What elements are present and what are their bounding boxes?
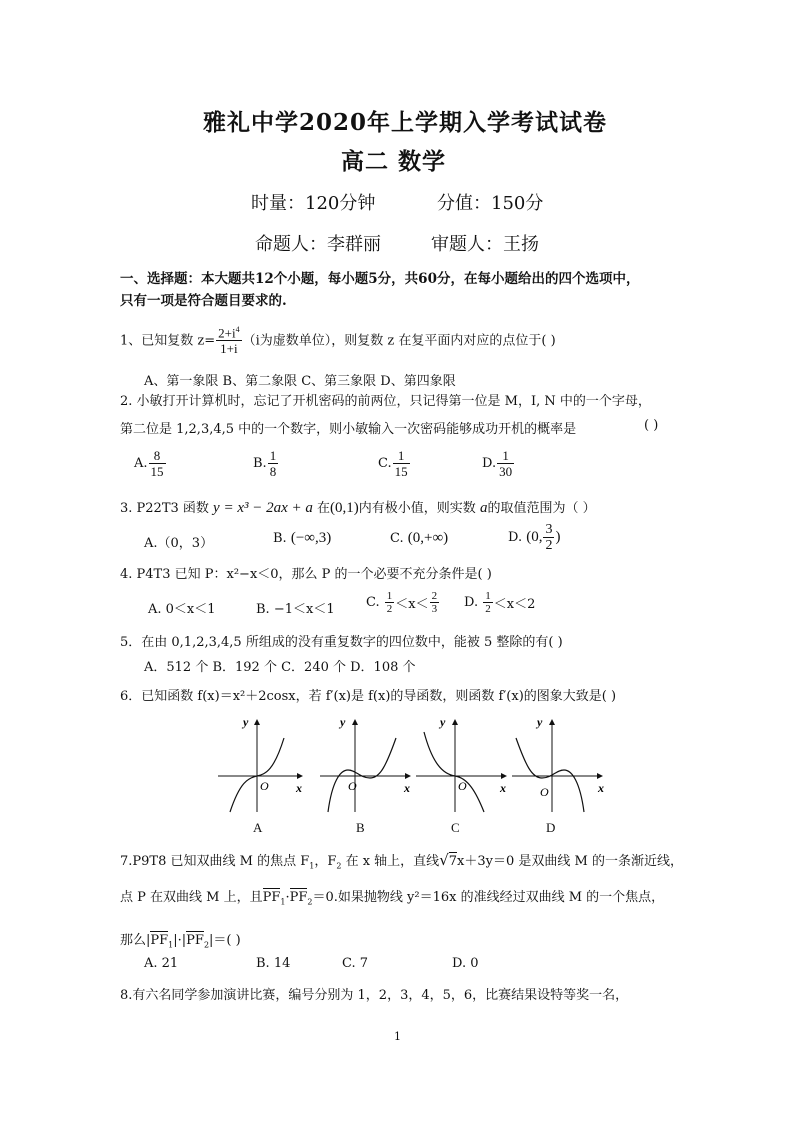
q3-d-post: ): [555, 529, 561, 545]
q6-c-x-label: x: [500, 781, 506, 795]
q3-b-label: B.: [273, 531, 287, 546]
q4-option-a: A. 0＜x＜1: [148, 602, 216, 617]
q7-l1a: 7.P9T8 已知双曲线 M 的焦点 F: [120, 854, 310, 869]
q1-fraction: [216, 322, 241, 356]
q3-d-num: 3: [545, 522, 553, 537]
q6-a-y-label: y: [243, 715, 249, 729]
q6-b-origin: O: [348, 779, 357, 793]
exam-subtitle: 高二 数学: [341, 148, 447, 175]
q6-text: 6．已知函数 f(x)＝x²＋2cosx，若 f′(x)是 f(x)的导函数，则函数 f′(x)的图象大致是( ): [120, 689, 617, 704]
section-heading-line1: 一、选择题：本大题共12个小题，每小题5分，共60分，在每小题给出的四个选项中，: [120, 271, 640, 287]
q1-suffix: （i为虚数单位），则复数 z 在复平面内对应的点位于( ): [242, 333, 556, 349]
q6-graph-d: [512, 715, 604, 812]
q6-label-d: D: [546, 820, 556, 835]
q4-text: 4. P4T3 已知 P：x²−x＜0，那么 P 的一个必要不充分条件是( ): [120, 567, 492, 582]
q3-option-b: [273, 530, 331, 547]
exam-title: 雅礼中学2020年上学期入学考试试卷: [203, 109, 608, 136]
q4-option-d: [464, 590, 535, 615]
q7-option-c: C. 7: [342, 956, 369, 971]
q1-prefix: 1、已知复数 z=: [120, 333, 216, 349]
q2-c-num: 1: [393, 448, 410, 464]
q7-vec2: PF: [289, 890, 308, 905]
q7-l3-vec2-sub: 2: [203, 940, 210, 950]
section-heading-line2: 只有一项是符合题目要求的.: [120, 293, 287, 309]
q6-c-y-label: y: [440, 715, 446, 729]
q8-line1: 8.有六名同学参加演讲比赛，编号分别为 1，2，3，4，5，6，比赛结果设特等奖一名，: [120, 988, 629, 1003]
q2-d-num: 1: [497, 448, 514, 464]
q2-a-num: 8: [149, 448, 166, 464]
q3-var: a: [479, 500, 488, 516]
q7-l1d: x＋3y＝0 是双曲线 M 的一条渐近线，: [457, 854, 683, 869]
q4-c-label: C.: [366, 595, 380, 610]
q7-l2c: ＝0.如果抛物线 y²＝16x 的准线经过双曲线 M 的一个焦点，: [312, 890, 665, 905]
q7-l2b: ·: [285, 890, 290, 905]
q7-vec1: PF: [262, 890, 281, 905]
q4-c-d1: 2: [386, 603, 393, 615]
q1-options: A、第一象限 B、第二象限 C、第三象限 D、第四象限: [144, 374, 456, 389]
q6-b-x-label: x: [404, 781, 410, 795]
q6-label-b: B: [356, 820, 365, 835]
q3-suffix2: 的取值范围为（ ）: [487, 501, 596, 516]
q3-prefix: 3. P22T3 函数: [120, 501, 209, 516]
q6-label-c: C: [451, 820, 460, 835]
q3-mid: 在: [317, 501, 331, 516]
q3-suffix: 内有极小值，则实数: [358, 501, 476, 516]
q2-line1: 2. 小敏打开计算机时，忘记了开机密码的前两位，只记得第一位是 M，I, N 中的一个字母，: [120, 394, 651, 409]
q2-option-d: [482, 448, 515, 479]
q7-sqrt-arg: 7: [448, 854, 458, 869]
q2-a-den: 15: [150, 464, 164, 479]
q6-graph-c: [416, 715, 506, 812]
q7-vec1-sub: 1: [280, 897, 286, 907]
q3-d-label: D.: [508, 530, 523, 545]
q7-l3-vec1-sub: 1: [168, 940, 174, 950]
q2-option-b: [253, 448, 279, 479]
time-label: 时量：120分钟: [251, 193, 376, 214]
q6-c-origin: O: [458, 779, 467, 793]
q6-graph-b: [320, 715, 410, 812]
q7-l1c: 在 x 轴上，直线: [341, 854, 440, 869]
q7-option-d: D. 0: [452, 956, 479, 971]
q7-l2a: 点 P 在双曲线 M 上，且: [120, 890, 263, 905]
q7-f2-sub: 2: [336, 861, 342, 871]
q3-c-label: C.: [390, 531, 404, 546]
q4-d-mid: ＜x＜2: [493, 597, 536, 612]
q4-c-mid: ＜x＜: [395, 597, 429, 612]
q4-c-n2: 2: [431, 590, 438, 602]
score-label: 分值：150分: [437, 193, 544, 214]
q7-l3-vec2: PF: [186, 933, 204, 948]
q5-text: 5．在由 0,1,2,3,4,5 所组成的没有重复数字的四位数中，能被 5 整除的有( ): [120, 635, 563, 650]
q6-a-x-label: x: [296, 781, 302, 795]
q6-b-y-label: y: [340, 715, 346, 729]
q3-option-d: [508, 522, 560, 553]
q6-graph-a: [218, 715, 302, 812]
q7-line1: [120, 850, 683, 871]
q6-a-origin: O: [260, 779, 269, 793]
q6-label-a: A: [253, 820, 263, 835]
author-label: 命题人：李群丽: [255, 234, 381, 255]
q2-option-a: [134, 448, 167, 479]
q3-d-pre: (0,: [526, 529, 543, 545]
question-1: [120, 322, 556, 356]
q2-a-label: A.: [134, 456, 148, 471]
q7-option-b: B. 14: [256, 956, 291, 971]
q2-line2: 第二位是 1,2,3,4,5 中的一个数字，则小敏输入一次密码能够成功开机的概率是: [120, 422, 577, 437]
q3-b-value: (−∞,3): [290, 530, 332, 546]
q1-frac-num: 2+i: [218, 325, 236, 341]
question-3: [120, 497, 596, 517]
q7-option-a: A. 21: [144, 956, 179, 971]
q3-d-den: 2: [545, 538, 553, 553]
q4-d-n1: 1: [485, 590, 491, 602]
q2-b-den: 8: [269, 464, 277, 479]
q5-options: A．512 个 B．192 个 C．240 个 D．108 个: [144, 660, 416, 675]
q4-d-d1: 2: [485, 603, 491, 615]
q3-option-c: [390, 530, 448, 547]
q7-line3: [120, 929, 241, 950]
q7-l3a: 那么|: [120, 933, 151, 948]
q2-d-den: 30: [499, 464, 513, 479]
q3-option-a: A.（0，3）: [144, 536, 214, 551]
q2-b-label: B.: [253, 456, 267, 471]
q2-option-c: [378, 448, 411, 479]
q4-c-d2: 3: [431, 603, 438, 615]
q4-option-c: [366, 590, 440, 615]
q3-interval: (0,1): [330, 500, 359, 516]
q3-c-value: (0,+∞): [407, 530, 449, 546]
q2-d-label: D.: [482, 456, 497, 471]
q2-b-num: 1: [269, 448, 277, 463]
q6-d-y-label: y: [537, 715, 543, 729]
q7-l3c: |＝( ): [209, 933, 241, 948]
q6-d-x-label: x: [598, 781, 604, 795]
q7-l3-vec1: PF: [150, 933, 169, 948]
q2-c-label: C.: [378, 456, 392, 471]
q1-frac-den: 1+i: [220, 341, 238, 357]
q2-c-den: 15: [394, 464, 408, 479]
q2-bracket: ( ): [644, 418, 659, 433]
reviewer-label: 审题人：王扬: [431, 234, 539, 255]
q3-formula: y = x³ − 2ax + a: [213, 500, 313, 516]
q1-frac-sup: 4: [235, 325, 240, 334]
q7-line2: [120, 886, 664, 907]
page-number: 1: [394, 1030, 401, 1043]
q7-vec2-sub: 2: [307, 897, 313, 907]
q6-d-origin: O: [540, 785, 549, 799]
q7-f1-sub: 1: [309, 861, 315, 871]
q4-c-n1: 1: [386, 590, 393, 602]
q7-l1b: ，F: [314, 854, 337, 869]
q7-l3b: |·|: [173, 933, 187, 948]
q4-d-label: D.: [464, 595, 479, 610]
q4-option-b: B. −1＜x＜1: [256, 602, 335, 617]
q7-sqrt-sign: √: [439, 851, 449, 869]
